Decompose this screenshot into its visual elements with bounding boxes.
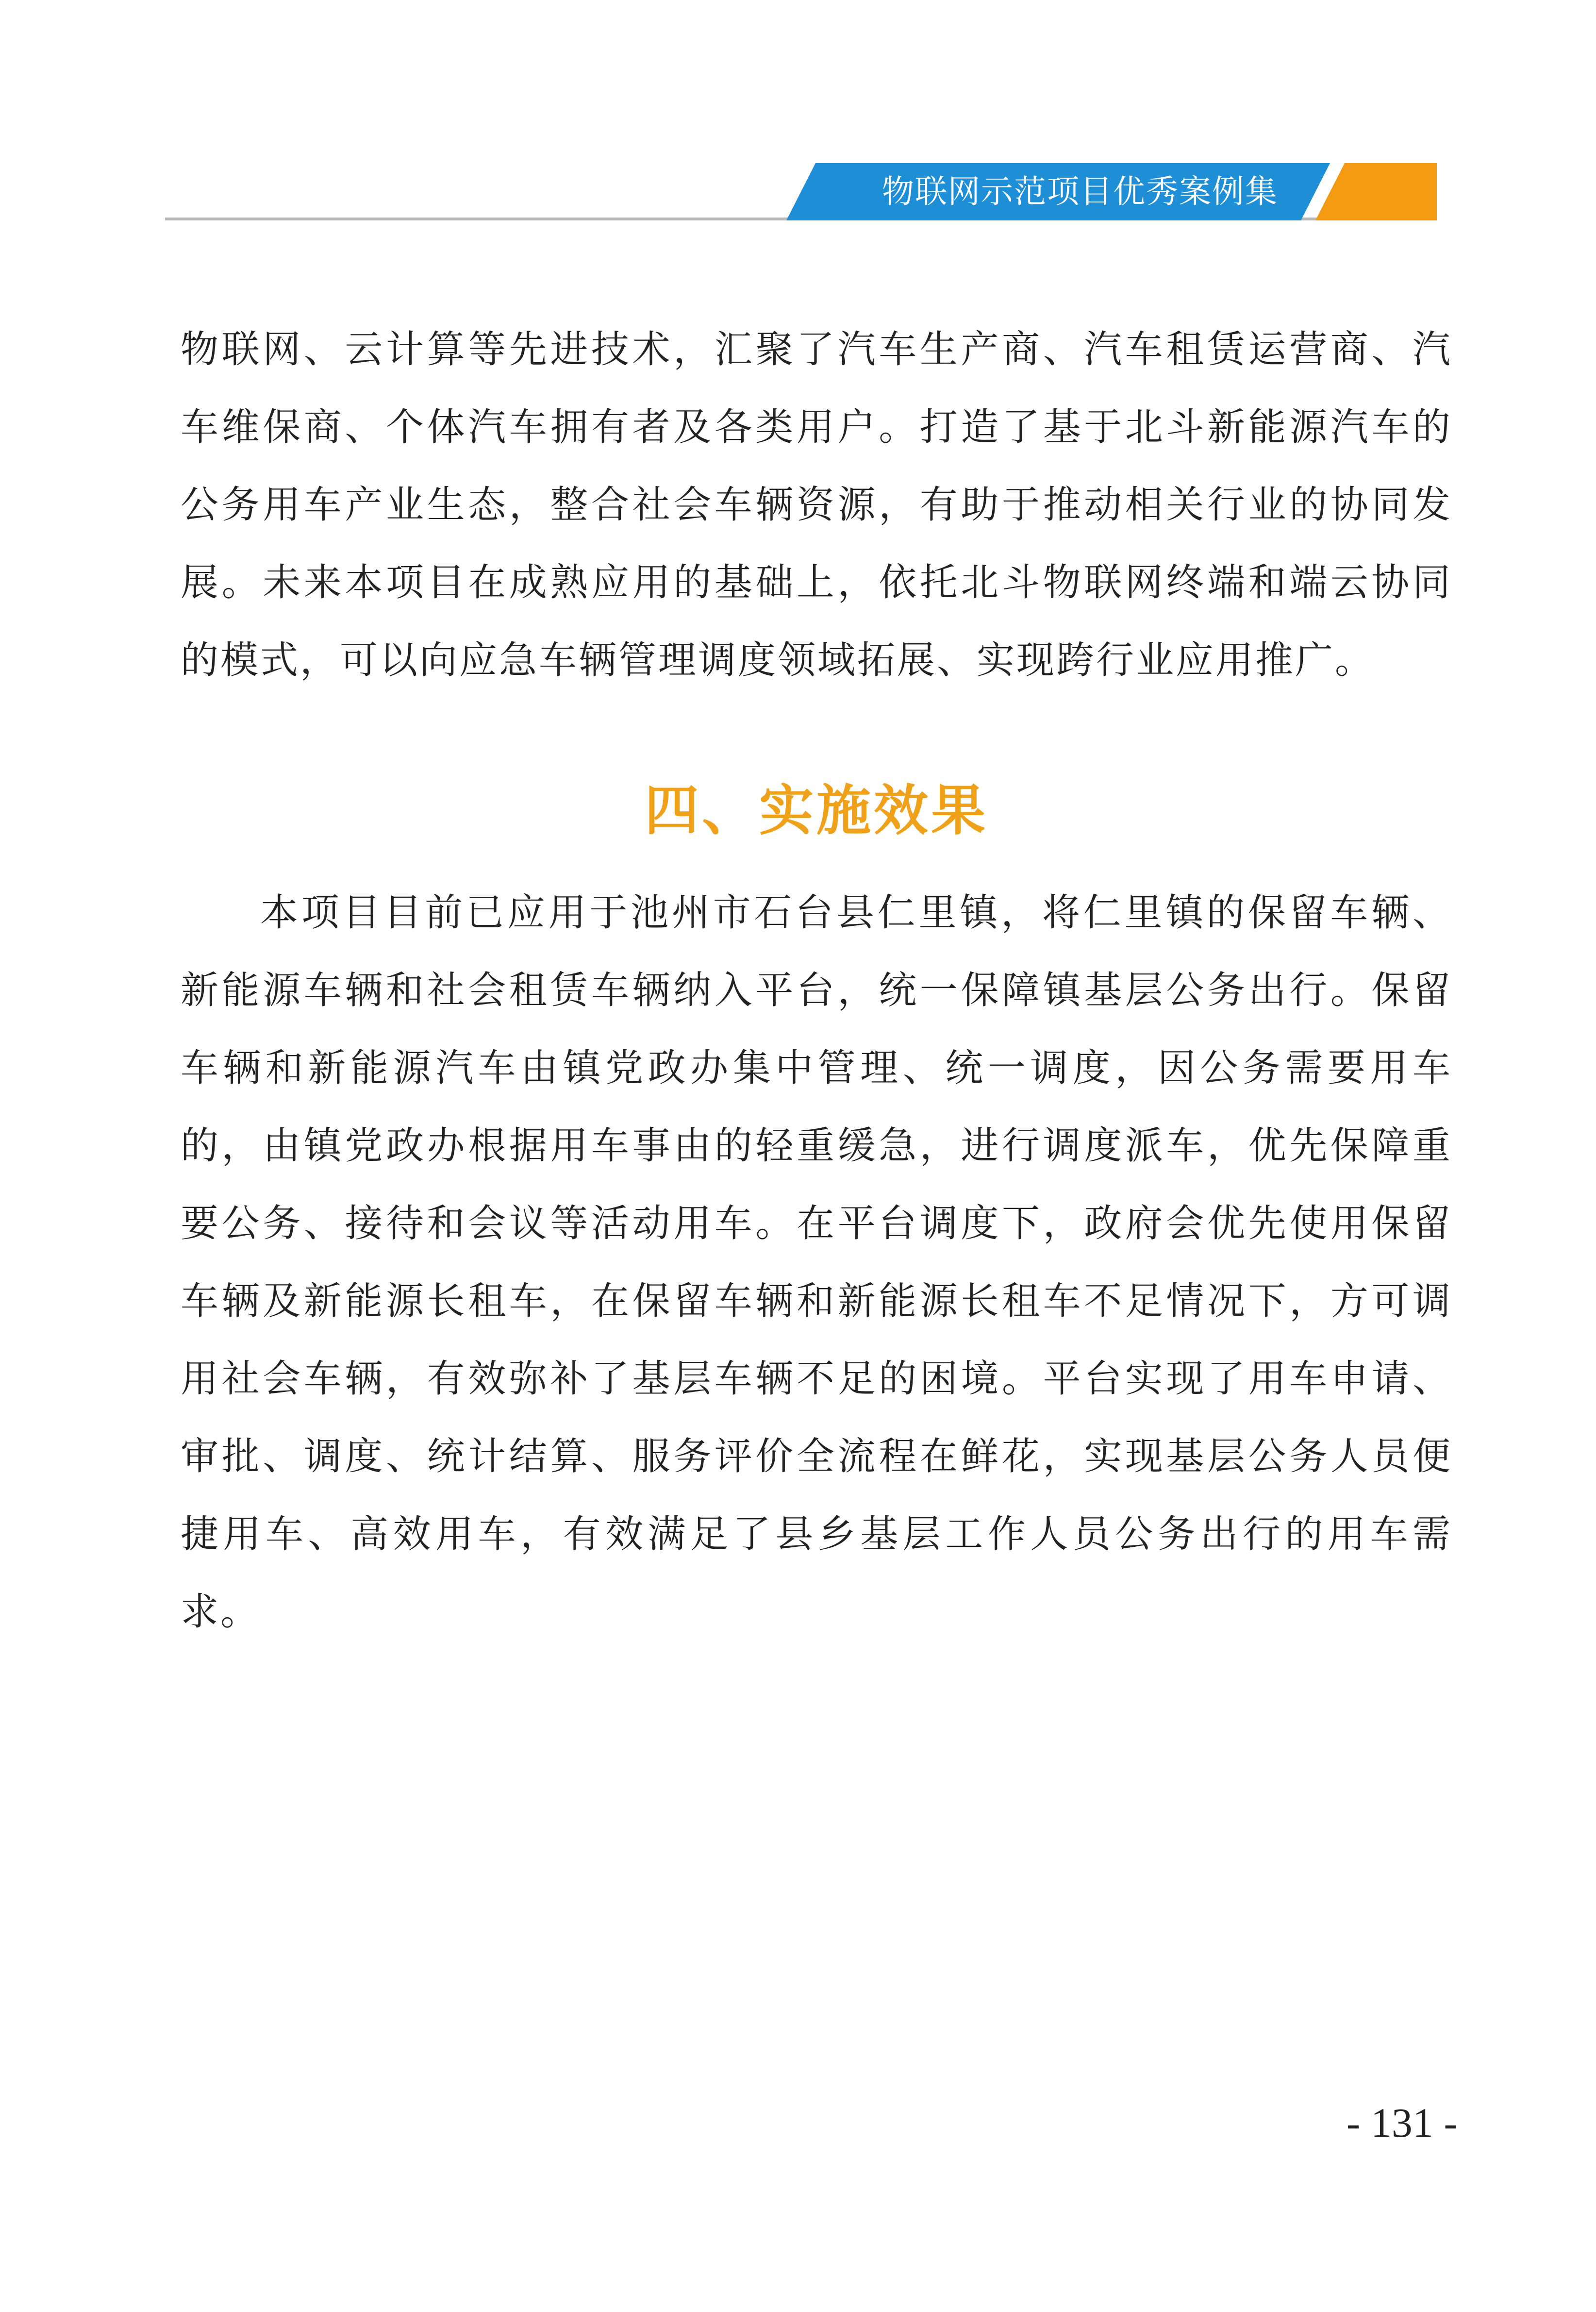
header-title: 物联网示范项目优秀案例集 bbox=[882, 173, 1278, 210]
body-paragraph: 本项目目前已应用于池州市石台县仁里镇，将仁里镇的保留车辆、新能源车辆和社会租赁车辆纳入平台，统一保障镇基层公务出行。保留车辆和新能源汽车由镇党政办集中管理、统一调度，因公务需要用车的，由镇党政办根据用车事由的轻重缓急，进行调度派车，优先保障重要公务、接待和会议等活动用车。在平台调度下，政府会优先使用保留车辆及新能源长租车，在保留车辆和新能源长租车不足情况下，方可调用社会车辆，有效弥补了基层车辆不足的困境。平台实现了用车申请、审批、调度、统计结算、服务评价全流程在鲜花，实现基层公务人员便捷用车、高效用车，有效满足了县乡基层工作人员公务出行的用车需求。 bbox=[181, 891, 1452, 1634]
body-paragraph: 物联网、云计算等先进技术，汇聚了汽车生产商、汽车租赁运营商、汽车维保商、个体汽车拥有者及各类用户。打造了基于北斗新能源汽车的公务用车产业生态，整合社会车辆资源，有助于推动相关行业的协同发展。未来本项目在成熟应用的基础上，依托北斗物联网终端和端云协同的模式，可以向应急车辆管理调度领域拓展、实现跨行业应用推广。 bbox=[181, 328, 1452, 682]
page-number: - 131 - bbox=[1346, 2099, 1458, 2146]
page-header bbox=[0, 0, 1596, 233]
banner-orange-segment bbox=[1315, 163, 1437, 220]
section-heading: 四、实施效果 bbox=[645, 779, 988, 842]
page-content bbox=[181, 311, 1452, 1651]
